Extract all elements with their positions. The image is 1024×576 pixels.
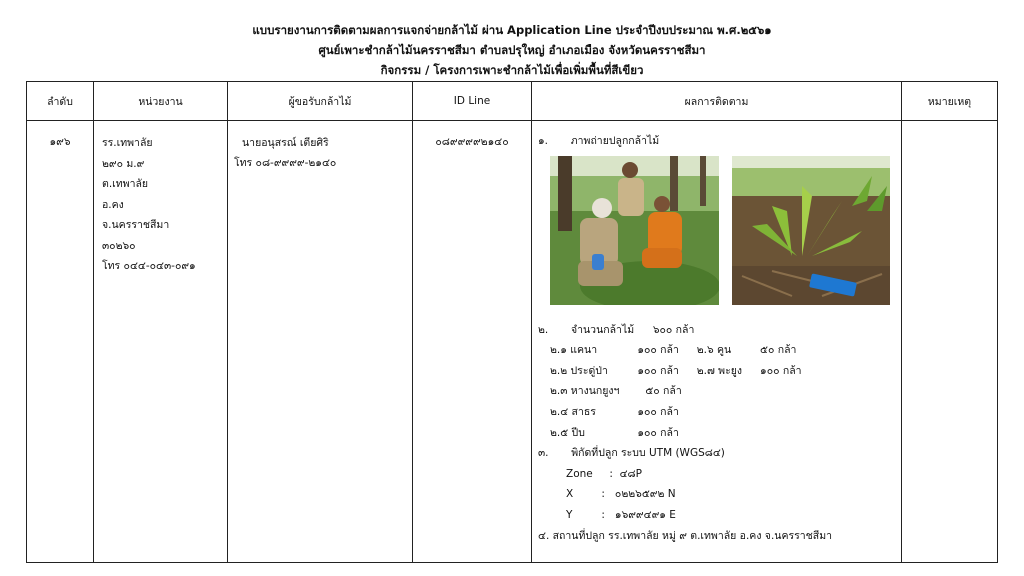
recipient-cell <box>228 121 413 563</box>
coordinate-zone: Zone : ๔๘P <box>566 467 642 480</box>
planting-photo-seedling <box>732 156 890 305</box>
id-line-value: ๐๘๙๙๙๙๒๑๔๐ <box>413 121 532 563</box>
recipient-name: นายอนุสรณ์ เตียศิริ <box>242 137 329 149</box>
col-header-id-line: ID Line <box>413 82 532 121</box>
species-row: ๒.๒ ประดู่ป่า ๑๐๐ กล้า ๒.๗ พะยูง ๑๐๐ กล้า <box>550 364 802 377</box>
unit-school: รร.เทพาลัย <box>102 137 153 149</box>
report-center: ศูนย์เพาะชำกล้าไม้นครราชสีมา ตำบลปรุใหญ่ อำเภอเมือง จังหวัดนครราชสีมา <box>318 43 706 57</box>
document-header <box>0 0 1024 80</box>
species-row: ๒.๔ สาธร ๑๐๐ กล้า <box>550 405 679 418</box>
unit-postcode: ๓๐๒๖๐ <box>102 239 136 252</box>
unit-cell <box>94 121 228 563</box>
photo-group <box>538 152 901 320</box>
unit-province: จ.นครราชสีมา <box>102 219 170 231</box>
unit-district: อ.คง <box>102 198 124 211</box>
report-table <box>26 81 998 563</box>
unit-subdistrict: ต.เทพาลัย <box>102 178 149 190</box>
species-row: ๒.๓ หางนกยูงฯ ๕๐ กล้า <box>550 385 682 398</box>
report-activity: กิจกรรม / โครงการเพาะชำกล้าไม้เพื่อเพิ่มพื้นที่สีเขียว <box>380 63 644 77</box>
recipient-phone: โทร ๐๘-๙๙๙๙-๒๑๔๐ <box>234 157 337 169</box>
col-header-recipient: ผู้ขอรับกล้าไม้ <box>228 82 413 121</box>
report-title: แบบรายงานการติดตามผลการแจกจ่ายกล้าไม้ ผ่าน Application Line ประจำปีงบประมาณ พ.ศ.๒๕๖๑ <box>252 23 772 37</box>
table-row <box>27 121 998 563</box>
col-header-results: ผลการติดตาม <box>532 82 902 121</box>
unit-address-no: ๒๙๐ ม.๙ <box>102 157 145 170</box>
col-header-remark: หมายเหตุ <box>902 82 998 121</box>
col-header-number: ลำดับ <box>27 82 94 121</box>
results-cell <box>532 121 902 563</box>
remark-cell <box>902 121 998 563</box>
species-row: ๒.๕ ปีบ ๑๐๐ กล้า <box>550 426 679 439</box>
planting-photo-people <box>550 156 719 305</box>
planting-location: ๔. สถานที่ปลูก รร.เทพาลัย หมู่ ๙ ต.เทพาลัย อ.คง จ.นครราชสีมา <box>538 529 833 542</box>
table-header-row <box>27 82 998 121</box>
row-number: ๑๙๖ <box>27 121 94 563</box>
species-row: ๒.๑ แคนา ๑๐๐ กล้า ๒.๖ คูน ๕๐ กล้า <box>550 344 797 357</box>
coordinate-heading: ๓. พิกัดที่ปลูก ระบบ UTM (WGS๘๔) <box>538 447 725 460</box>
col-header-unit: หน่วยงาน <box>94 82 228 121</box>
coordinate-x: X : ๐๒๒๖๕๙๒ N <box>566 488 676 501</box>
coordinate-y: Y : ๑๖๙๙๔๙๑ E <box>566 508 676 521</box>
unit-phone: โทร ๐๔๔-๐๔๓-๐๙๑ <box>102 260 196 272</box>
seedling-count: ๒. จำนวนกล้าไม้ ๖๐๐ กล้า <box>538 323 695 336</box>
photo-heading: ๑. ภาพถ่ายปลูกกล้าไม้ <box>538 135 660 147</box>
